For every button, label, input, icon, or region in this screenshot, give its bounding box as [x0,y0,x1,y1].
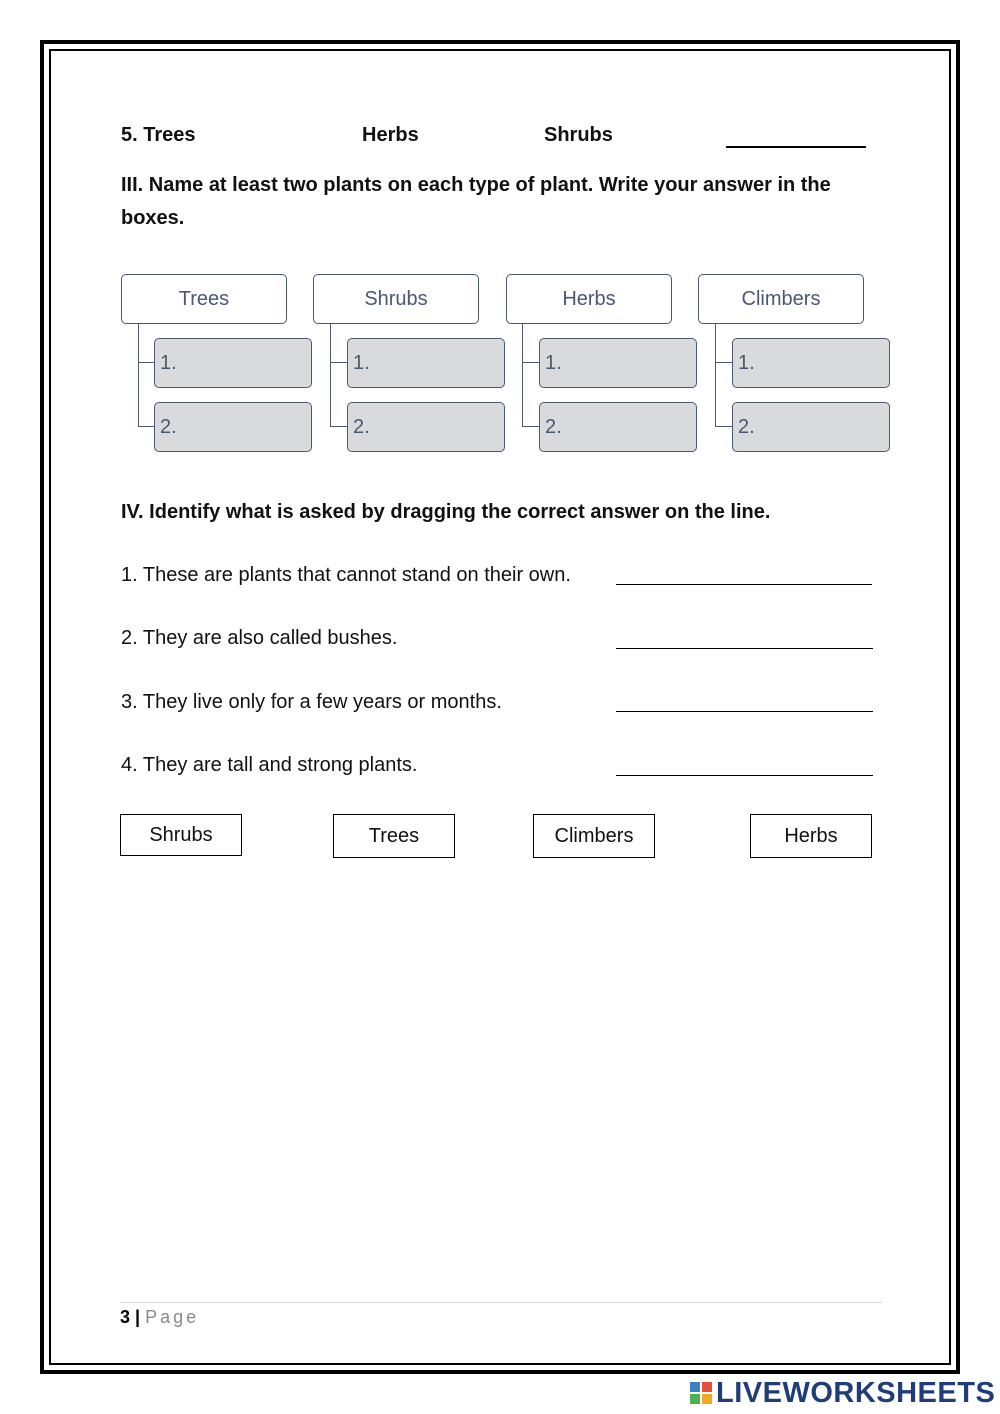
connector-line [138,362,154,363]
footer-divider [120,1302,882,1303]
category-box-herbs: Herbs [506,274,672,324]
choice-trees[interactable]: Trees [333,814,455,858]
question-3-text: 3. They live only for a few years or months. [121,691,502,713]
choice-shrubs[interactable]: Shrubs [120,814,242,856]
section4-heading: IV. Identify what is asked by dragging the correct answer on the line. [121,501,771,523]
answer-box-shrubs-1[interactable]: 1. [347,338,505,388]
connector-line [138,426,154,427]
question-2-text: 2. They are also called bushes. [121,627,398,649]
connector-line [522,426,539,427]
choice-climbers[interactable]: Climbers [533,814,655,858]
answer-box-climbers-2[interactable]: 2. [732,402,890,452]
q5-answer-blank[interactable] [726,128,866,148]
choice-herbs[interactable]: Herbs [750,814,872,858]
section3-heading-line2: boxes. [121,207,185,229]
section3-heading [121,169,881,235]
page-label: Page [145,1307,200,1327]
grid-logo-icon [690,1382,712,1404]
answer-line-2[interactable] [616,648,873,649]
answer-box-herbs-1[interactable]: 1. [539,338,697,388]
category-box-shrubs: Shrubs [313,274,479,324]
brand-logo [690,1378,995,1408]
question-1-text: 1. These are plants that cannot stand on their own. [121,564,571,586]
q5-word-herbs: Herbs [362,124,419,146]
page-footer [120,1307,199,1328]
connector-line [522,324,523,426]
category-box-trees: Trees [121,274,287,324]
answer-box-climbers-1[interactable]: 1. [732,338,890,388]
answer-box-trees-2[interactable]: 2. [154,402,312,452]
answer-line-3[interactable] [616,711,873,712]
connector-line [715,324,716,426]
connector-line [715,362,732,363]
answer-line-4[interactable] [616,775,873,776]
connector-line [715,426,732,427]
brand-name: LIVEWORKSHEETS [716,1376,996,1409]
connector-line [522,362,539,363]
q5-word-shrubs: Shrubs [544,124,613,146]
q5-word-trees: 5. Trees [121,124,196,146]
answer-box-herbs-2[interactable]: 2. [539,402,697,452]
section3-heading-line1: III. Name at least two plants on each type of plant. Write your answer in the [121,174,831,196]
connector-line [330,426,347,427]
answer-box-trees-1[interactable]: 1. [154,338,312,388]
category-box-climbers: Climbers [698,274,864,324]
page-number: 3 [120,1307,131,1327]
answer-box-shrubs-2[interactable]: 2. [347,402,505,452]
question-4-text: 4. They are tall and strong plants. [121,754,418,776]
connector-line [330,324,331,426]
connector-line [330,362,347,363]
answer-line-1[interactable] [616,584,872,585]
footer-separator: | [135,1307,141,1327]
connector-line [138,324,139,426]
